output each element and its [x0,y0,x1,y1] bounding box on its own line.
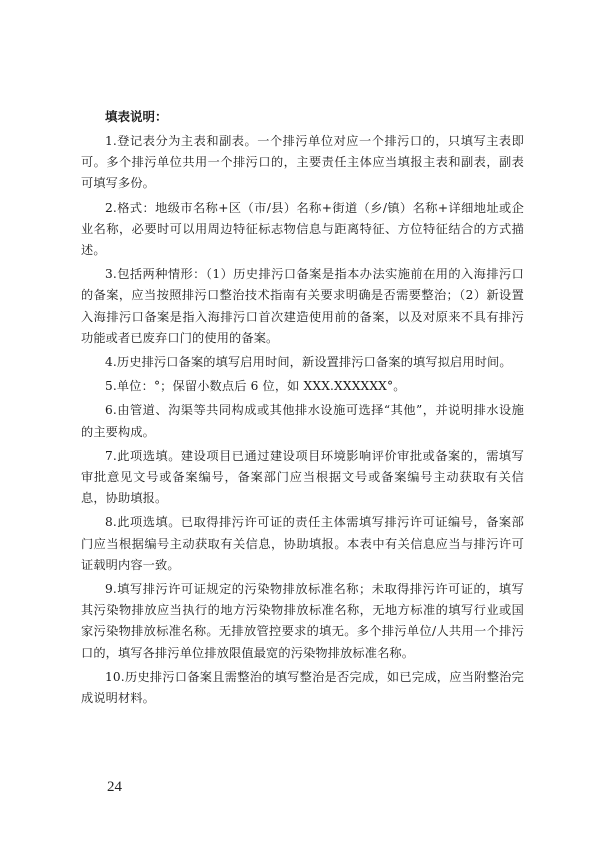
note-9: 9.填写排污许可证规定的污染物排放标准名称；未取得排污许可证的，填写其污染物排放应当执行的地方污染物排放标准名称，无地方标准的填写行业或国家污染物排放标准名称。无排放管控要求的填无。多个排污单位/人共用一个排污口的，填写各排污单位排放限值最宽的污染物排放标准名称。 [81,582,524,660]
note-7: 7.此项选填。建设项目已通过建设项目环境影响评价审批或备案的，需填写审批意见文号或备案编号，备案部门应当根据文号或备案编号主动获取有关信息，协助填报。 [81,448,524,506]
note-10: 10.历史排污口备案且需整治的填写整治是否完成，如已完成，应当附整治完成说明材料。 [81,669,524,706]
page-number: 24 [107,779,122,795]
note-4: 4.历史排污口备案的填写启用时间，新设置排污口备案的填写拟启用时间。 [105,355,512,370]
note-2: 2.格式：地级市名称+区（市/县）名称+街道（乡/镇）名称+详细地址或企业名称，必要时可以用周边特征标志物信息与距离特征、方位特征结合的方式描述。 [81,200,524,258]
note-5: 5.单位：°；保留小数点后 6 位，如 XXX.XXXXXX°。 [105,379,406,394]
note-1: 1.登记表分为主表和副表。一个排污单位对应一个排污口的，只填写主表即可。多个排污单位共用一个排污口的，主要责任主体应当填报主表和副表，副表可填写多份。 [81,134,524,191]
note-6: 6.由管道、沟渠等共同构成或其他排水设施可选择“其他”，并说明排水设施的主要构成。 [81,403,524,439]
instructions-section [81,107,524,712]
instructions-heading: 填表说明： [105,109,168,124]
note-3: 3.包括两种情形：（1）历史排污口备案是指本办法实施前在用的入海排污口的备案，应当按照排污口整治技术指南有关要求明确是否需要整治；（2）新设置入海排污口备案是指入海排污口首次建造使用前的备案，以及对原来不具有排污功能或者已废弃口门的使用的备案。 [81,267,524,345]
note-8: 8.此项选填。已取得排污许可证的责任主体需填写排污许可证编号，备案部门应当根据编号主动获取有关信息，协助填报。本表中有关信息应当与排污许可证载明内容一致。 [81,515,524,572]
